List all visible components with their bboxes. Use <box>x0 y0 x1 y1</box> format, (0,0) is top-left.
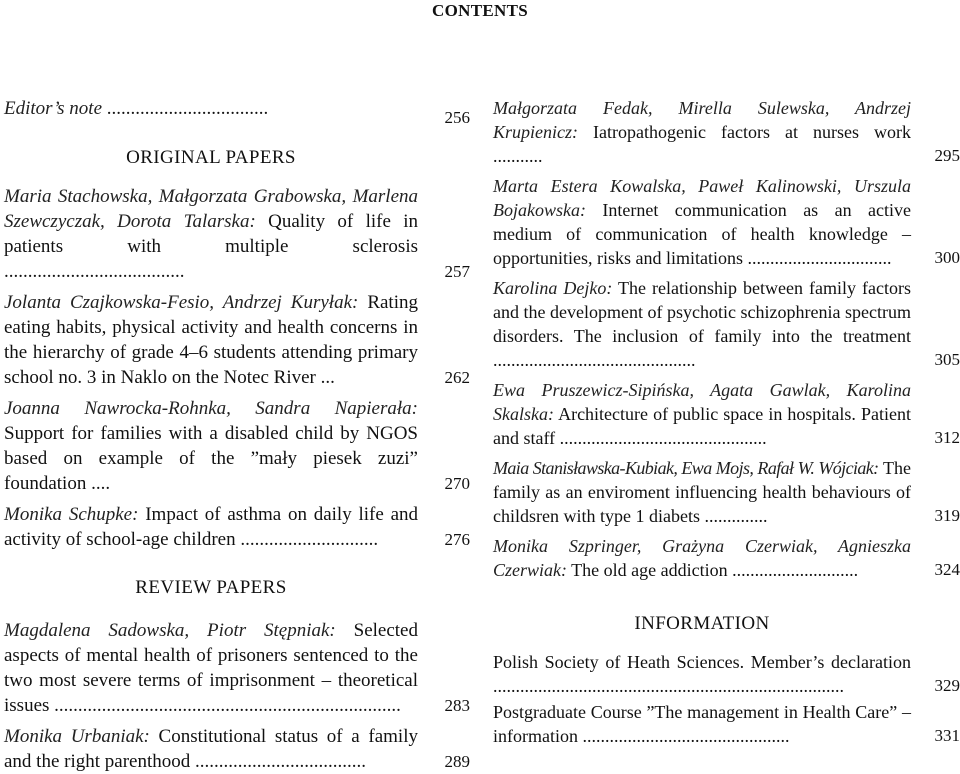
page-number: 312 <box>935 428 960 448</box>
toc-entry[interactable] <box>493 378 960 450</box>
page-number: 300 <box>935 248 960 268</box>
entry-title: Constitutional status of a family and the right parenthood .................................... <box>4 726 418 772</box>
page-number: 319 <box>935 506 960 526</box>
entry-title: The old age addiction ............................ <box>567 560 858 580</box>
toc-entry[interactable] <box>493 456 960 528</box>
entry-title: Impact of asthma on daily life and activity of school-age children ............................. <box>4 504 418 550</box>
toc-entry[interactable] <box>4 502 470 552</box>
entry-authors: Monika Urbaniak: <box>4 726 150 747</box>
entry-title: Selected aspects of mental health of prisoners sentenced to the two most severe terms of imprisonment – theoretical issues ......................................................................... <box>4 620 418 716</box>
toc-entry[interactable] <box>493 276 960 372</box>
page-number: 256 <box>445 108 471 128</box>
entry-authors: Magdalena Sadowska, Piotr Stępniak: <box>4 620 336 641</box>
entry-authors: Monika Schupke: <box>4 504 138 525</box>
page-title: CONTENTS <box>0 0 960 22</box>
entry-authors: Maria Stachowska, Małgorzata Grabowska, Marlena Szewczyczak, Dorota Talarska: <box>4 186 418 232</box>
entry-title: Architecture of public space in hospitals. Patient and staff .............................................. <box>493 404 911 448</box>
page-number: 270 <box>445 474 471 494</box>
toc-entry[interactable] <box>493 96 960 168</box>
toc-entry[interactable] <box>493 174 960 270</box>
entry-authors: Joanna Nawrocka-Rohnka, Sandra Napierała: <box>4 398 418 419</box>
entry-title: Polish Society of Heath Sciences. Member’s declaration .............................................................................. <box>493 652 911 696</box>
entry-title: Internet communication as an active medium of communication of health knowledge – opportunities, risks and limitations ................................ <box>493 200 911 268</box>
section-heading-information: INFORMATION <box>493 612 911 636</box>
entry-authors: Karolina Dejko: <box>493 278 612 298</box>
entry-authors: Małgorzata Fedak, Mirella Sulewska, Andrzej Krupienicz: <box>493 98 911 142</box>
page-number: 283 <box>445 696 471 716</box>
toc-entry[interactable] <box>4 724 470 774</box>
entry-title: Support for families with a disabled child by NGOS based on example of the ”mały piesek zuzi” foundation .... <box>4 423 418 494</box>
page-number: 289 <box>445 752 471 772</box>
entry-authors: Editor’s note <box>4 98 107 119</box>
entry-title: Quality of life in patients with multiple sclerosis ...................................... <box>4 211 418 282</box>
toc-entry[interactable] <box>493 700 960 748</box>
page-number: 276 <box>445 530 471 550</box>
section-heading-original-papers: ORIGINAL PAPERS <box>4 146 418 170</box>
entry-authors: Maia Stanisławska-Kubiak, Ewa Mojs, Rafał W. Wójciak: <box>493 458 879 478</box>
page-number: 329 <box>935 676 960 696</box>
toc-entry[interactable] <box>4 396 470 496</box>
entry-title: The family as an enviroment influencing health behaviours of childsren with type 1 diabets .............. <box>493 458 911 526</box>
page-number: 295 <box>935 146 960 166</box>
toc-entry[interactable] <box>4 290 470 390</box>
section-heading-review-papers: REVIEW PAPERS <box>4 576 418 600</box>
entry-authors: Marta Estera Kowalska, Paweł Kalinowski, Urszula Bojakowska: <box>493 176 911 220</box>
toc-entry[interactable] <box>4 184 470 284</box>
entry-title: Rating eating habits, physical activity and health concerns in the hierarchy of grade 4–6 students attending primary school no. 3 in Naklo on the Notec River ... <box>4 292 418 388</box>
entry-title: .................................. <box>107 98 269 119</box>
right-column <box>493 96 960 748</box>
entry-title: Iatropathogenic factors at nurses work ........... <box>493 122 911 166</box>
page-number: 257 <box>445 262 471 282</box>
toc-entry[interactable] <box>4 618 470 718</box>
entry-authors: Monika Szpringer, Grażyna Czerwiak, Agnieszka Czerwiak: <box>493 536 911 580</box>
entry-title: The relationship between family factors and the development of psychotic schizophrenia spectrum disorders. The inclusion of family into the treatment ............................................. <box>493 278 911 370</box>
entry-title: Postgraduate Course ”The management in Health Care” – information .............................................. <box>493 702 911 746</box>
entry-authors: Ewa Pruszewicz-Sipińska, Agata Gawlak, Karolina Skalska: <box>493 380 911 424</box>
toc-entry[interactable] <box>493 534 960 582</box>
left-column <box>4 96 470 774</box>
entry-authors: Jolanta Czajkowska-Fesio, Andrzej Kuryłak: <box>4 292 358 313</box>
toc-entry-editors-note[interactable] <box>4 96 470 130</box>
toc-entry[interactable] <box>493 650 960 698</box>
page-number: 305 <box>935 350 960 370</box>
page-number: 262 <box>445 368 471 388</box>
page-number: 324 <box>935 560 960 580</box>
page-number: 331 <box>935 726 960 746</box>
